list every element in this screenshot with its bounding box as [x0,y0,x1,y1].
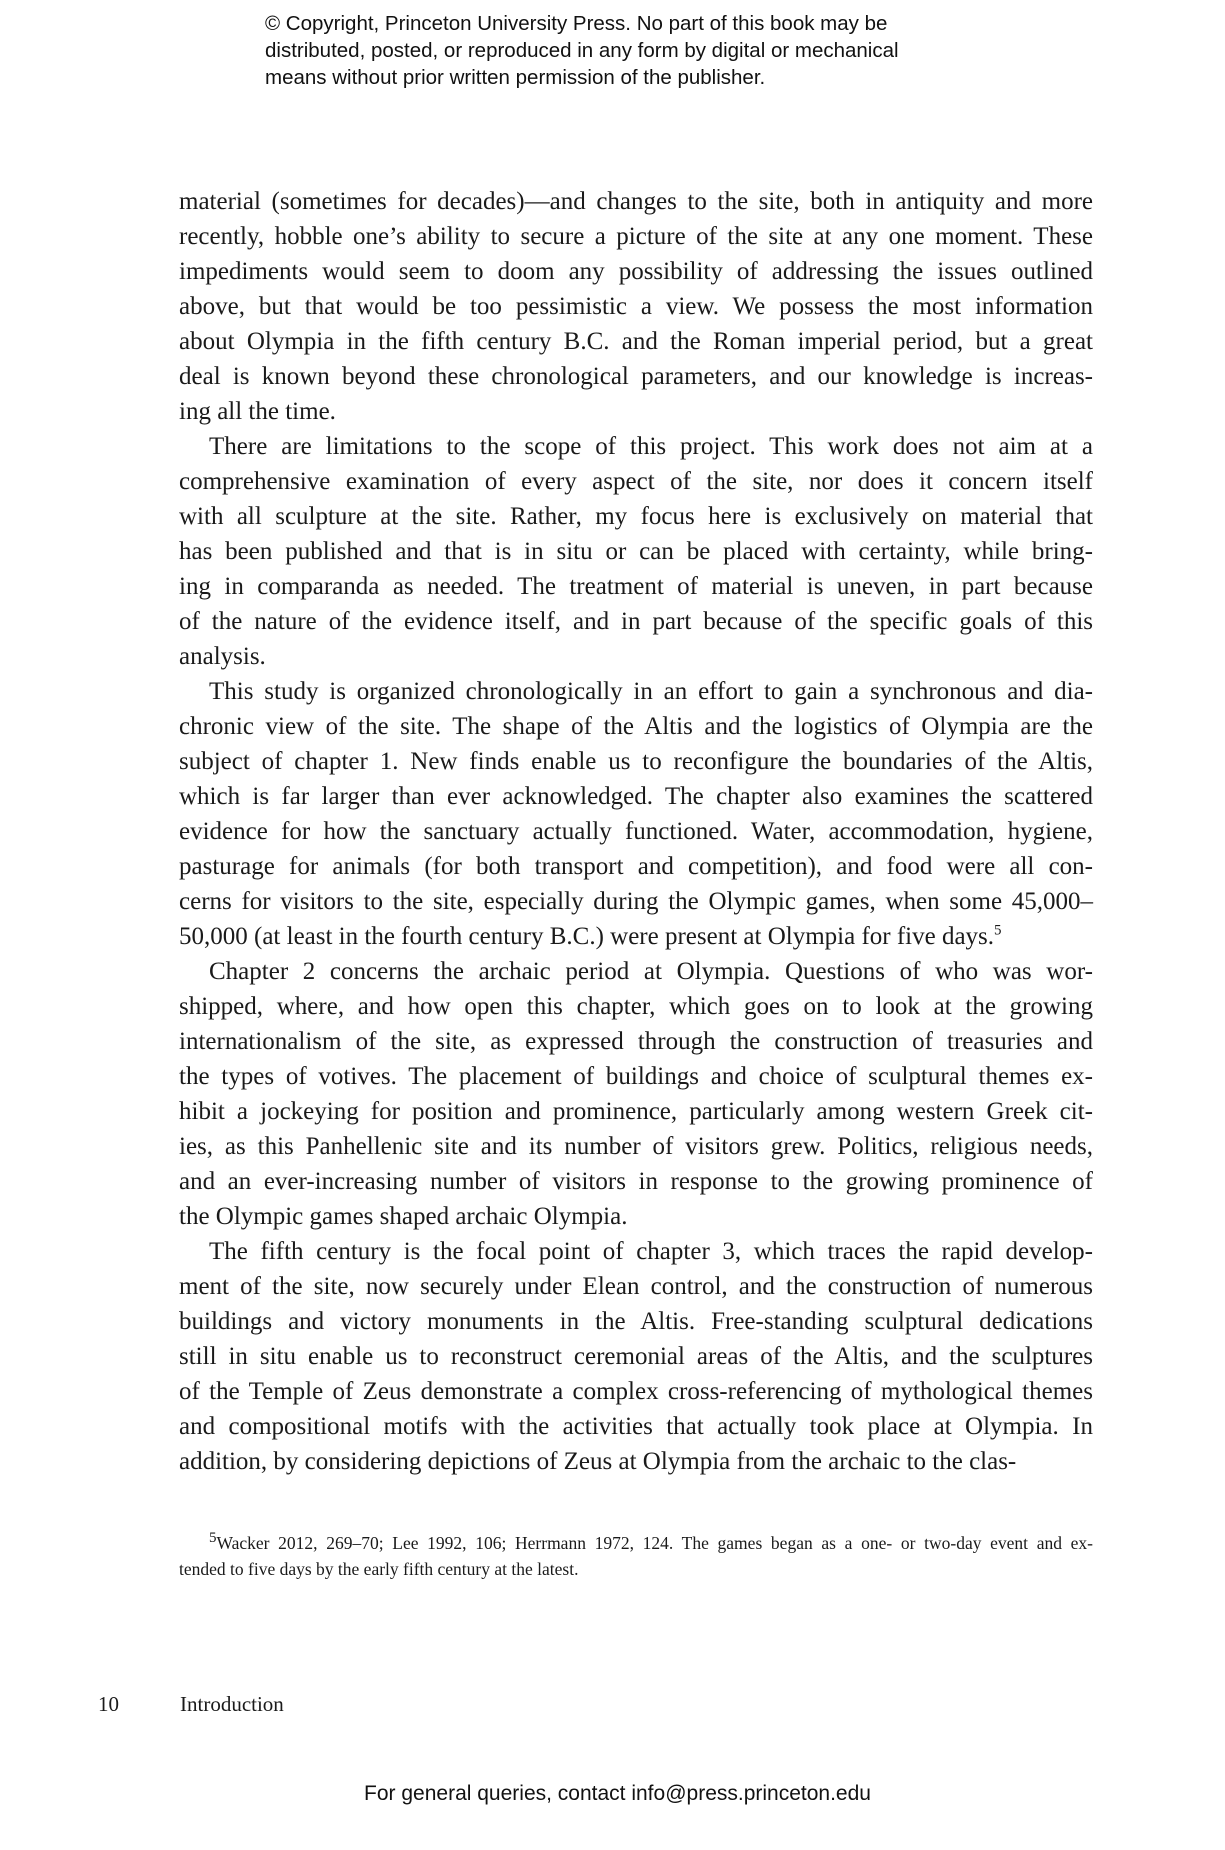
text-line [179,534,1093,569]
paragraph [179,954,1093,1234]
text-line [179,1339,1093,1374]
line-text: This study is organized chronologically in an effort to gain a synchronous and dia- [209,678,1093,705]
line-text: analysis. [179,643,266,670]
line-text: which is far larger than ever acknowledged. The chapter also examines the scattered [179,783,1093,810]
text-line [179,1444,1093,1479]
text-line [179,919,1093,954]
line-text: ies, as this Panhellenic site and its number of visitors grew. Politics, religious needs, [179,1133,1093,1160]
line-text: There are limitations to the scope of this project. This work does not aim at a [209,433,1093,460]
text-line [179,254,1093,289]
line-text: shipped, where, and how open this chapter, which goes on to look at the growing [179,993,1093,1020]
text-line [179,709,1093,744]
line-text: evidence for how the sanctuary actually functioned. Water, accommodation, hygiene, [179,818,1093,845]
footnote-marker: 5 [209,1530,217,1547]
text-line [179,569,1093,604]
text-line [179,219,1093,254]
text-line [179,814,1093,849]
line-text: ing in comparanda as needed. The treatment of material is uneven, in part because [179,573,1093,600]
footnote [179,1530,1093,1582]
paragraph [179,429,1093,674]
text-line [179,674,1093,709]
running-footer: Introduction [180,1692,284,1716]
line-text: Chapter 2 concerns the archaic period at Olympia. Questions of who was wor- [209,958,1093,985]
text-line [179,744,1093,779]
text-line [179,1164,1093,1199]
line-text: and an ever-increasing number of visitors in response to the growing prominence of [179,1168,1093,1195]
text-line [179,1409,1093,1444]
text-line [179,1199,1093,1234]
text-line [179,779,1093,814]
line-text: with all sculpture at the site. Rather, my focus here is exclusively on material that [179,503,1093,530]
text-line [179,604,1093,639]
text-line [179,1269,1093,1304]
body-text [179,184,1093,1479]
paragraph [179,184,1093,429]
line-text: subject of chapter 1. New finds enable us to reconfigure the boundaries of the Altis, [179,748,1093,775]
text-line [179,464,1093,499]
text-line [179,849,1093,884]
text-line [179,359,1093,394]
text-line [179,1234,1093,1269]
paragraph [179,1234,1093,1479]
footnote-line [179,1530,1093,1556]
text-line [179,289,1093,324]
line-text: recently, hobble one’s ability to secure a picture of the site at any one moment. These [179,223,1093,250]
page-number: 10 [98,1692,119,1716]
copyright-line: © Copyright, Princeton University Press. No part of this book may be [265,12,888,35]
text-line [179,1059,1093,1094]
copyright-line: distributed, posted, or reproduced in any form by digital or mechanical [265,39,899,62]
copyright-line: means without prior written permission of the publisher. [265,66,766,89]
text-line [179,989,1093,1024]
line-text: deal is known beyond these chronological parameters, and our knowledge is increas- [179,363,1093,390]
paragraph [179,674,1093,954]
line-text: ing all the time. [179,398,336,425]
line-text: addition, by considering depictions of Zeus at Olympia from the archaic to the clas- [179,1448,1017,1475]
text-line [179,639,1093,674]
line-text: impediments would seem to doom any possibility of addressing the issues outlined [179,258,1093,285]
line-text: and compositional motifs with the activities that actually took place at Olympia. In [179,1413,1093,1440]
line-text: The fifth century is the focal point of chapter 3, which traces the rapid develop- [209,1238,1093,1265]
contact-notice: For general queries, contact info@press.princeton.edu [364,1782,871,1805]
text-line [179,499,1093,534]
text-line [179,954,1093,989]
text-line [179,1024,1093,1059]
text-line [179,394,1093,429]
line-text: about Olympia in the fifth century B.C. and the Roman imperial period, but a great [179,328,1093,355]
text-line [179,1304,1093,1339]
line-text: comprehensive examination of every aspect of the site, nor does it concern itself [179,468,1093,495]
line-text: internationalism of the site, as expressed through the construction of treasuries and [179,1028,1093,1055]
footnote-reference[interactable]: 5 [994,922,1002,939]
line-text: material (sometimes for decades)—and changes to the site, both in antiquity and more [179,188,1093,215]
line-text: cerns for visitors to the site, especially during the Olympic games, when some 45,000– [179,888,1093,915]
text-line [179,184,1093,219]
line-text: chronic view of the site. The shape of the Altis and the logistics of Olympia are the [179,713,1093,740]
text-line [179,429,1093,464]
line-text: the Olympic games shaped archaic Olympia. [179,1203,628,1230]
line-text: of the nature of the evidence itself, and in part because of the specific goals of this [179,608,1093,635]
line-text: of the Temple of Zeus demonstrate a complex cross-referencing of mythological themes [179,1378,1093,1405]
line-text: pasturage for animals (for both transport and competition), and food were all con- [179,853,1093,880]
line-text: 50,000 (at least in the fourth century B.C.) were present at Olympia for five days. [179,923,995,950]
line-text: still in situ enable us to reconstruct ceremonial areas of the Altis, and the sculptures [179,1343,1093,1370]
text-line [179,1129,1093,1164]
text-line [179,1094,1093,1129]
line-text: the types of votives. The placement of buildings and choice of sculptural themes ex- [179,1063,1093,1090]
line-text: buildings and victory monuments in the Altis. Free-standing sculptural dedications [179,1308,1093,1335]
line-text: above, but that would be too pessimistic a view. We possess the most information [179,293,1093,320]
line-text: ment of the site, now securely under Elean control, and the construction of numerous [179,1273,1093,1300]
footnote-text: Wacker 2012, 269–70; Lee 1992, 106; Herrmann 1972, 124. The games began as a one- or two-day event and ex- [216,1533,1093,1553]
line-text: hibit a jockeying for position and prominence, particularly among western Greek cit- [179,1098,1093,1125]
line-text: has been published and that is in situ or can be placed with certainty, while bring- [179,538,1093,565]
text-line [179,324,1093,359]
text-line [179,1374,1093,1409]
copyright-notice [265,10,899,91]
text-line [179,884,1093,919]
footnote-line: tended to five days by the early fifth century at the latest. [179,1559,579,1579]
